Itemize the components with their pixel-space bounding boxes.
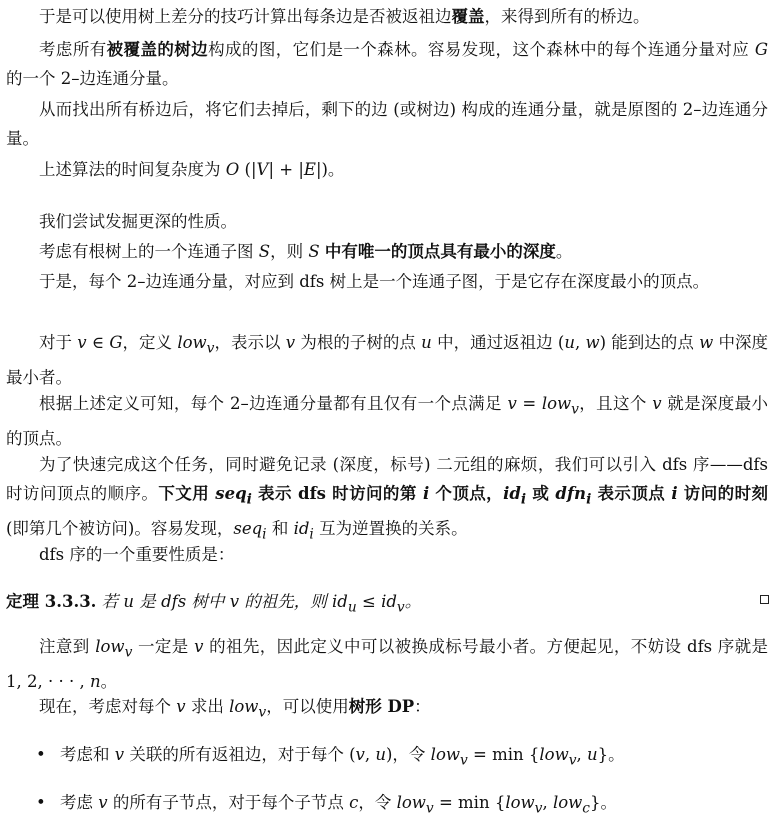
qed-square-icon xyxy=(760,595,769,604)
paragraph-min-depth-vertex: 于是，每个 2–边连通分量，对应到 dfs 树上是一个连通子图，于是它存在深度最小的顶点。 xyxy=(39,272,710,291)
theorem-label: 定理 3.3.3. xyxy=(6,592,97,611)
paragraph-deeper-properties: 我们尝试发掘更深的性质。 xyxy=(39,212,237,231)
bullet-text: 考虑和 v 关联的所有返祖边，对于每个 (v, u)，令 low$_v$ = min {low$_v$, u}。 xyxy=(60,745,625,769)
theorem-body: 若 u 是 dfs 树中 v 的祖先，则 $id_u \le id_v$。 xyxy=(101,592,422,616)
paragraph-tree-dp: 现在，考虑对每个 v 求出 low$_v$，可以使用树形 DP： xyxy=(39,697,431,721)
paragraph-low-ancestor: 注意到 low$_v$ 一定是 v 的祖先，因此定义中可以被换成标号最小者。方便起见，不妨设 dfs 序就是 1, 2, · · · , n。 xyxy=(6,637,768,692)
bullet-icon: • xyxy=(36,793,46,812)
paragraph-forest: 考虑所有被覆盖的树边构成的图，它们是一个森林。容易发现，这个森林中的每个连通分量对应 G 的一个 2–边连通分量。 xyxy=(6,40,769,88)
paragraph-complexity: 上述算法的时间复杂度为 O (|V| + |E|)。 xyxy=(39,160,345,179)
paragraph-dfs-property-intro: dfs 序的一个重要性质是： xyxy=(39,545,235,564)
paragraph-connected-subgraph: 考虑有根树上的一个连通子图 S，则 S 中有唯一的顶点具有最小的深度。 xyxy=(39,242,573,261)
paragraph-dfs-order: 为了快速完成这个任务，同时避免记录 (深度，标号) 二元组的麻烦，我们可以引入 dfs 序——dfs 时访问顶点的顺序。下文用 seq$_i$ 表示 dfs 时访问的第 i 个顶点，$id_i$ 或 dfn$_i$ 表示顶点 i 访问的时刻 (即第几个被访问)。容易发现，seq$_i$ 和 $id_i$ 互为逆置换的关系。 xyxy=(6,455,768,543)
bullet-icon: • xyxy=(36,745,46,764)
theorem-3-3-3 xyxy=(6,587,768,622)
bullet-text: 考虑 v 的所有子节点，对于每个子节点 c，令 low$_v$ = min {low$_v$, low$_c$}。 xyxy=(60,793,617,817)
paragraph-low-definition: 对于 v ∈ G，定义 low$_v$，表示以 v 为根的子树的点 u 中，通过返祖边 (u, w) 能到达的点 w 中深度最小者。 xyxy=(6,333,768,388)
paragraph-bridge-edges: 于是可以使用树上差分的技巧计算出每条边是否被返祖边覆盖，来得到所有的桥边。 xyxy=(39,7,650,26)
paragraph-remove-bridges: 从而找出所有桥边后，将它们去掉后，剩下的边 (或树边) 构成的连通分量，就是原图的 2–边连通分量。 xyxy=(6,100,768,148)
paragraph-low-property: 根据上述定义可知，每个 2–边连通分量都有且仅有一个点满足 v = low$_v$，且这个 v 就是深度最小的顶点。 xyxy=(6,394,768,449)
